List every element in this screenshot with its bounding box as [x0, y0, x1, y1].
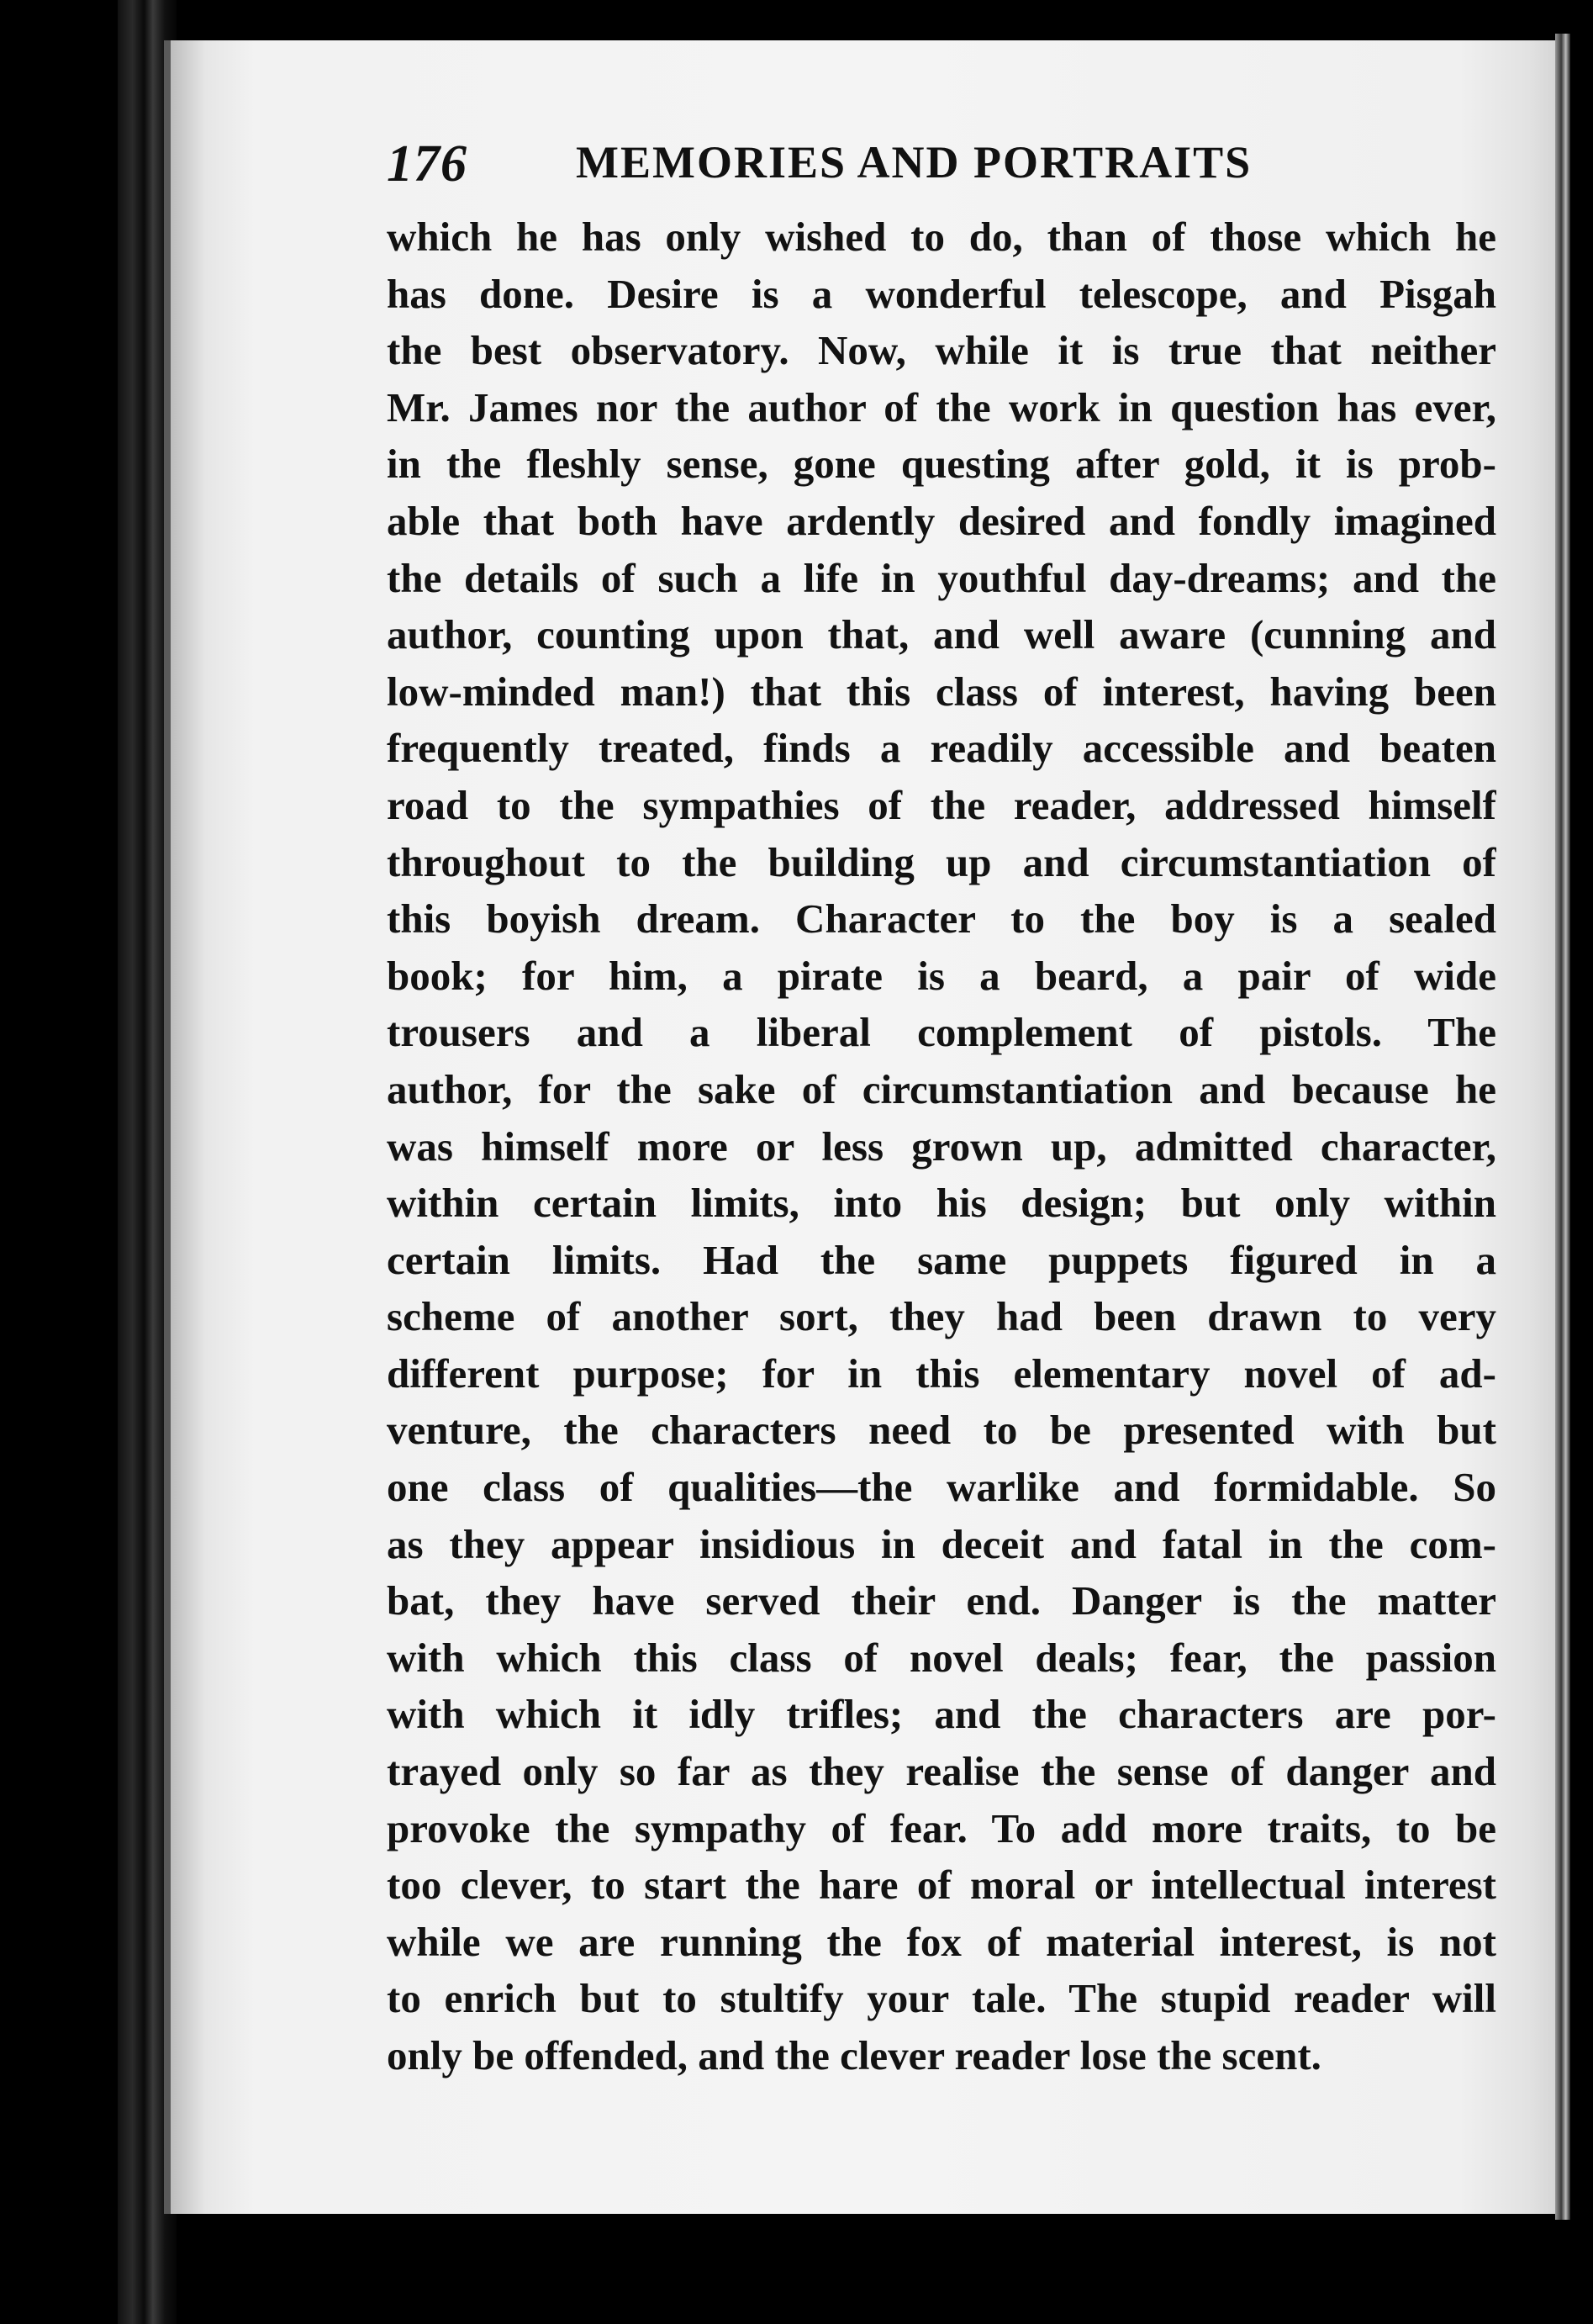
- text-line: has done. Desire is a wonderful telescope, and Pisgah: [387, 270, 1496, 317]
- text-line: the details of such a life in youthful day-dreams; and the: [387, 554, 1496, 601]
- text-line: author, for the sake of circumstantiation and because he: [387, 1065, 1496, 1112]
- text-line: one class of qualities—the warlike and formidable. So: [387, 1464, 1496, 1511]
- text-line: as they appear insidious in deceit and fatal in the com-: [387, 1520, 1496, 1567]
- page-number: 176: [387, 135, 467, 193]
- text-line: only be offended, and the clever reader lose the scent.: [387, 2032, 1321, 2078]
- text-line: to enrich but to stultify your tale. The stupid reader will: [387, 1975, 1496, 2022]
- text-line: while we are running the fox of material interest, is not: [387, 1918, 1496, 1965]
- text-line: low-minded man!) that this class of interest, having been: [387, 668, 1496, 715]
- text-line: with which this class of novel deals; fear, the passion: [387, 1634, 1496, 1681]
- running-head: MEMORIES AND PORTRAITS: [576, 137, 1253, 188]
- text-line: road to the sympathies of the reader, addressed himself: [387, 781, 1496, 828]
- text-line: throughout to the building up and circumstantiation of: [387, 838, 1496, 885]
- text-line: book; for him, a pirate is a beard, a pair of wide: [387, 952, 1496, 999]
- text-line: trousers and a liberal complement of pistols. The: [387, 1009, 1496, 1056]
- text-line: which he has only wished to do, than of those which he: [387, 214, 1496, 260]
- text-line: certain limits. Had the same puppets figured in a: [387, 1236, 1496, 1283]
- text-line: frequently treated, finds a readily accessible and beaten: [387, 725, 1496, 772]
- text-line: trayed only so far as they realise the sense of danger and: [387, 1748, 1496, 1795]
- text-line: author, counting upon that, and well aware (cunning and: [387, 611, 1496, 658]
- text-line: was himself more or less grown up, admitted character,: [387, 1122, 1496, 1170]
- body-text: [387, 209, 1496, 2084]
- text-line: bat, they have served their end. Danger is the matter: [387, 1577, 1496, 1624]
- text-line: able that both have ardently desired and fondly imagined: [387, 497, 1496, 544]
- text-line: with which it idly trifles; and the characters are por-: [387, 1691, 1496, 1738]
- page-right-edge: [1555, 34, 1570, 2220]
- page-header: [387, 135, 1496, 202]
- text-line: venture, the characters need to be presented with but: [387, 1407, 1496, 1454]
- text-line: this boyish dream. Character to the boy is a sealed: [387, 895, 1496, 943]
- text-line: provoke the sympathy of fear. To add more traits, to be: [387, 1804, 1496, 1851]
- text-line: Mr. James nor the author of the work in question has ever,: [387, 383, 1496, 430]
- text-line: the best observatory. Now, while it is true that neither: [387, 327, 1496, 374]
- text-line: within certain limits, into his design; but only within: [387, 1180, 1496, 1227]
- text-line: different purpose; for in this elementary novel of ad-: [387, 1350, 1496, 1397]
- text-line: scheme of another sort, they had been drawn to very: [387, 1293, 1496, 1340]
- text-line: in the fleshly sense, gone questing after gold, it is prob-: [387, 441, 1496, 488]
- text-line: too clever, to start the hare of moral or intellectual interest: [387, 1862, 1496, 1909]
